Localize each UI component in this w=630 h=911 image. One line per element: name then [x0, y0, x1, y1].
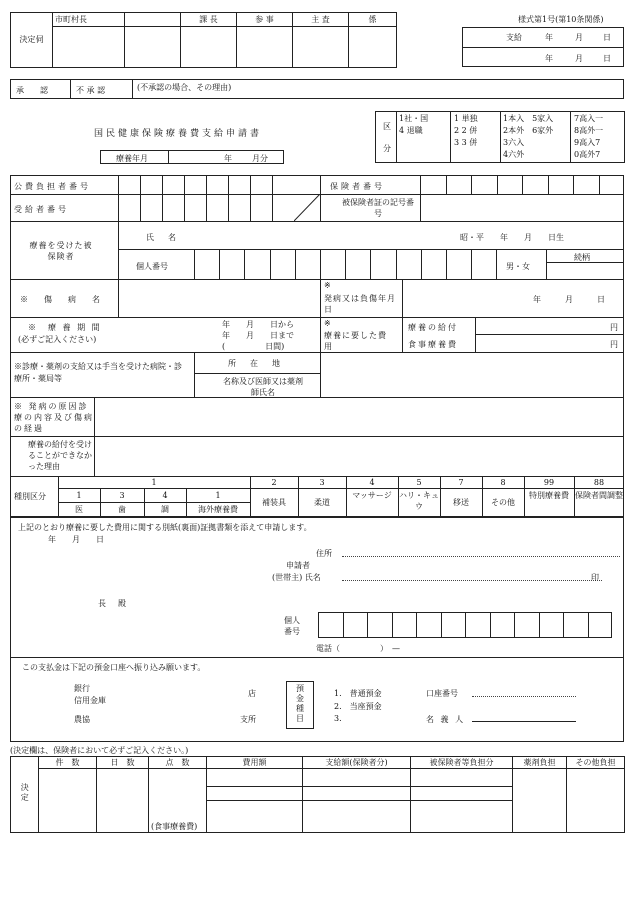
public-payer-digit-box[interactable]	[140, 175, 162, 194]
public-payer-digit-box[interactable]	[184, 175, 206, 194]
decision-label: 決定	[20, 783, 30, 804]
types-label: 種別区分	[14, 492, 46, 501]
applicant-personal-digit-box[interactable]	[563, 612, 564, 638]
type-subcode: 1	[215, 491, 221, 500]
personal-no-digit-box[interactable]	[295, 249, 320, 279]
deposit-option-3[interactable]: 3.	[334, 714, 342, 723]
nokyo-label: 農協	[74, 715, 90, 724]
type-code-99: 99	[543, 478, 555, 487]
approver-mayor: 市町村長	[53, 13, 125, 27]
cost-label: 療養に要した費 用	[324, 331, 432, 351]
payment-year: 年	[545, 33, 553, 42]
hospital-label: ※診療・薬剤の支給又は手当を受けた病院・診療所・薬局等	[14, 362, 182, 383]
applicant-personal-digit-box[interactable]	[367, 612, 368, 638]
reason-label: 療養の給付を受けることができなかった理由	[28, 440, 92, 471]
decision-day: 日	[603, 54, 611, 63]
applicant-personal-digit-box[interactable]	[343, 612, 344, 638]
hospital-name-label: 名称及び医師又は薬剤師氏名	[223, 377, 303, 397]
personal-no-digit-box[interactable]	[421, 249, 446, 279]
type-subname: 歯	[118, 505, 126, 514]
category-col3-1: 2本外 6家外	[503, 126, 554, 135]
approve-label: 承 認	[16, 86, 48, 95]
applicant-personal-digit-box[interactable]	[441, 612, 442, 638]
type-name: 特別療養費	[529, 491, 569, 500]
meal-cost-note: (食事療養費)	[151, 822, 198, 832]
period-from: 年 月 日から	[222, 320, 294, 329]
meal-label: 食事療養費	[408, 340, 458, 349]
main-form-frame	[10, 175, 624, 517]
insurer-digit-box[interactable]	[522, 175, 548, 194]
category-col4-0: 7高入一	[574, 114, 604, 123]
recipient-digit-box[interactable]	[250, 194, 272, 221]
personal-no-digit-box[interactable]	[194, 249, 219, 279]
form-number: 様式第1号(第10条関係)	[518, 15, 604, 24]
type-subcode: 1	[76, 491, 82, 500]
declaration-text: 上記のとおり療養に要した費用に関する別紙(裏面)証拠書類を添えて申請します。	[18, 523, 312, 532]
deposit-option-2[interactable]: 2. 当座預金	[334, 702, 382, 711]
head-name-label: (世帯主) 氏名	[272, 573, 321, 582]
insurer-no-label: 保険者番号	[330, 182, 385, 191]
personal-no-label: 個人番号	[136, 262, 168, 271]
applicant-personal-digit-box[interactable]	[539, 612, 540, 638]
col-payment: 支給額(保険者分)	[303, 757, 411, 769]
account-no-label: 口座番号	[426, 689, 458, 698]
approver-staff: 係	[349, 13, 397, 27]
seal-mark: 印	[591, 573, 599, 582]
onset-date: 年 月 日	[533, 295, 605, 304]
recipient-digit-box[interactable]	[118, 194, 140, 221]
recipient-digit-box[interactable]	[162, 194, 184, 221]
type-code-88: 88	[593, 478, 605, 487]
decision-year: 年	[545, 54, 553, 63]
type-subcode: 4	[162, 491, 168, 500]
account-holder-label: 名 義 人	[426, 715, 466, 724]
personal-no-digit-box[interactable]	[471, 249, 496, 279]
decision-month: 月	[575, 54, 583, 63]
category-col4-2: 9高入7	[574, 138, 601, 147]
category-col3-3: 4六外	[503, 150, 525, 159]
recipient-digit-box[interactable]	[228, 194, 250, 221]
deposit-type-label: 預金種目	[296, 684, 304, 723]
category-col2-0: 1 単独	[454, 114, 478, 123]
cause-label: ※ 発病の原因診療の内容及び傷病の経過	[14, 402, 94, 433]
reject-reason-label: (不承認の場合、その理由)	[137, 83, 232, 92]
card-symbol-label: 被保険者証の記号番号	[342, 198, 414, 218]
category-col1-0: 1社・国	[399, 114, 429, 123]
category-col4-1: 8高外一	[574, 126, 604, 135]
form-title: 国民健康保険療養費支給申請書	[94, 129, 263, 139]
type-name: 柔道	[314, 498, 330, 507]
personal-no-digit-box[interactable]	[219, 249, 244, 279]
reject-label: 不 承 認	[76, 86, 106, 95]
col-cost: 費用額	[207, 757, 303, 769]
bank-instruction: この支払金は下記の預金口座へ振り込み願います。	[22, 663, 206, 672]
applicant-personal-digit-box[interactable]	[392, 612, 393, 638]
recipient-digit-box[interactable]	[184, 194, 206, 221]
public-payer-digit-box[interactable]	[162, 175, 184, 194]
col-drug: 薬剤負担	[513, 757, 567, 769]
type-code-8: 8	[500, 478, 506, 487]
payment-month: 月	[575, 33, 583, 42]
public-payer-digit-box[interactable]	[272, 175, 294, 194]
col-days: 日 数	[97, 757, 149, 769]
benefit-yen: 円	[610, 323, 618, 332]
shinkin-label: 信用金庫	[74, 696, 106, 705]
personal-no-digit-box[interactable]	[270, 249, 295, 279]
personal-no-digit-box[interactable]	[320, 249, 345, 279]
branch2-label: 支所	[240, 715, 256, 724]
approver-councilor: 参 事	[237, 13, 293, 27]
applicant-label: 申請者	[286, 561, 310, 570]
bank-label: 銀行	[74, 684, 90, 693]
public-payer-digit-box[interactable]	[118, 175, 140, 194]
type-name: その他	[491, 498, 515, 507]
type-code-3: 3	[319, 478, 325, 487]
public-payer-digit-box[interactable]	[250, 175, 272, 194]
public-payer-digit-box[interactable]	[228, 175, 250, 194]
public-payer-label: 公費負担者番号	[14, 182, 91, 191]
payment-label: 支給	[506, 33, 522, 42]
declaration-date: 年 月 日	[48, 535, 104, 544]
applicant-personal-digit-box[interactable]	[465, 612, 466, 638]
insured-label: 療養を受けた被保険者	[29, 241, 93, 261]
category-col3-0: 1本入 5家入	[503, 114, 554, 123]
applicant-personal-digit-box[interactable]	[514, 612, 515, 638]
phone-label: 電話（ ） —	[316, 644, 400, 653]
personal-no-digit-box[interactable]	[446, 249, 471, 279]
period-year: 年	[224, 154, 232, 163]
type-code-1: 1	[151, 478, 157, 487]
deposit-option-1[interactable]: 1. 普通預金	[334, 689, 382, 698]
insurer-digit-box[interactable]	[446, 175, 472, 194]
category-col4-3: 0高外7	[574, 150, 601, 159]
period-note: (必ずご記入ください)	[18, 335, 97, 344]
public-payer-digit-box[interactable]	[206, 175, 228, 194]
insurer-digit-box[interactable]	[471, 175, 497, 194]
type-name: 保険者間調整	[575, 491, 623, 500]
type-code-4: 4	[369, 478, 375, 487]
type-name: 補装具	[262, 498, 286, 507]
type-code-7: 7	[458, 478, 464, 487]
recipient-digit-box[interactable]	[206, 194, 228, 221]
recipient-digit-box[interactable]	[272, 194, 294, 221]
decision-table	[10, 756, 625, 833]
type-name: ハリ・キュウ	[399, 491, 439, 511]
type-subname: 海外療養費	[198, 505, 238, 514]
period-to: 年 月 日まで	[222, 331, 294, 340]
col-points: 点 数	[149, 757, 207, 769]
period-label-main: ※ 療 養 期 間	[28, 323, 102, 332]
applicant-personal-digit-box[interactable]	[588, 612, 589, 638]
addressee-label: 長 殿	[98, 599, 128, 608]
insurer-digit-box[interactable]	[420, 175, 446, 194]
period-month: 月分	[252, 154, 268, 163]
applicant-personal-label: 個人番号	[284, 616, 300, 636]
applicant-personal-digit-box[interactable]	[416, 612, 417, 638]
category-col3-2: 3六入	[503, 138, 525, 147]
type-name: 移送	[453, 498, 469, 507]
category-col2-2: 3 3 併	[454, 138, 478, 147]
approval-stamp-table	[10, 12, 397, 68]
type-subname: 調	[161, 505, 169, 514]
insurer-digit-box[interactable]	[548, 175, 574, 194]
decision-label: 決定伺	[11, 13, 53, 68]
benefit-label: 療養の給付	[408, 323, 458, 332]
col-count: 件 数	[39, 757, 97, 769]
relation-label: 続柄	[574, 253, 590, 262]
branch-label: 店	[248, 689, 256, 698]
type-code-5: 5	[416, 478, 422, 487]
name-label: 氏 名	[146, 233, 179, 242]
category-label: 区分	[383, 122, 391, 153]
diagonal-slash	[294, 194, 320, 221]
col-insured-share: 被保険者等負担分	[411, 757, 513, 769]
birth-label: 昭・平 年 月 日生	[460, 233, 564, 242]
insurer-digit-box[interactable]	[599, 175, 625, 194]
meal-yen: 円	[610, 340, 618, 349]
type-name: マッサージ	[352, 491, 392, 500]
type-code-2: 2	[271, 478, 277, 487]
period-label: 療養年月	[116, 154, 148, 163]
insurer-digit-box[interactable]	[573, 175, 599, 194]
decision-note: (決定欄は、保険者において必ずご記入ください。)	[10, 746, 189, 755]
personal-no-digit-box[interactable]	[345, 249, 370, 279]
insurer-digit-box[interactable]	[497, 175, 523, 194]
payment-day: 日	[603, 33, 611, 42]
type-subcode: 3	[119, 491, 125, 500]
onset-label: 発病又は負傷年月日	[324, 294, 396, 314]
period-days: ( 日間)	[222, 342, 285, 351]
sex-label: 男・女	[506, 262, 530, 271]
recipient-no-label: 受給者番号	[14, 205, 69, 214]
applicant-personal-digit-box[interactable]	[490, 612, 491, 638]
personal-no-digit-box[interactable]	[396, 249, 421, 279]
injury-name-label: ※ 傷 病 名	[20, 295, 104, 304]
col-other: その他負担	[567, 757, 625, 769]
personal-no-digit-box[interactable]	[370, 249, 395, 279]
personal-no-digit-box[interactable]	[244, 249, 269, 279]
applicant-address-label: 住所	[316, 549, 332, 558]
approver-section-chief: 課 長	[181, 13, 237, 27]
recipient-digit-box[interactable]	[140, 194, 162, 221]
type-subname: 医	[75, 505, 83, 514]
approver-supervisor: 主 査	[293, 13, 349, 27]
category-col1-1: 4 退職	[399, 126, 423, 135]
address-label: 所 在 地	[228, 359, 283, 368]
category-col2-1: 2 2 併	[454, 126, 478, 135]
